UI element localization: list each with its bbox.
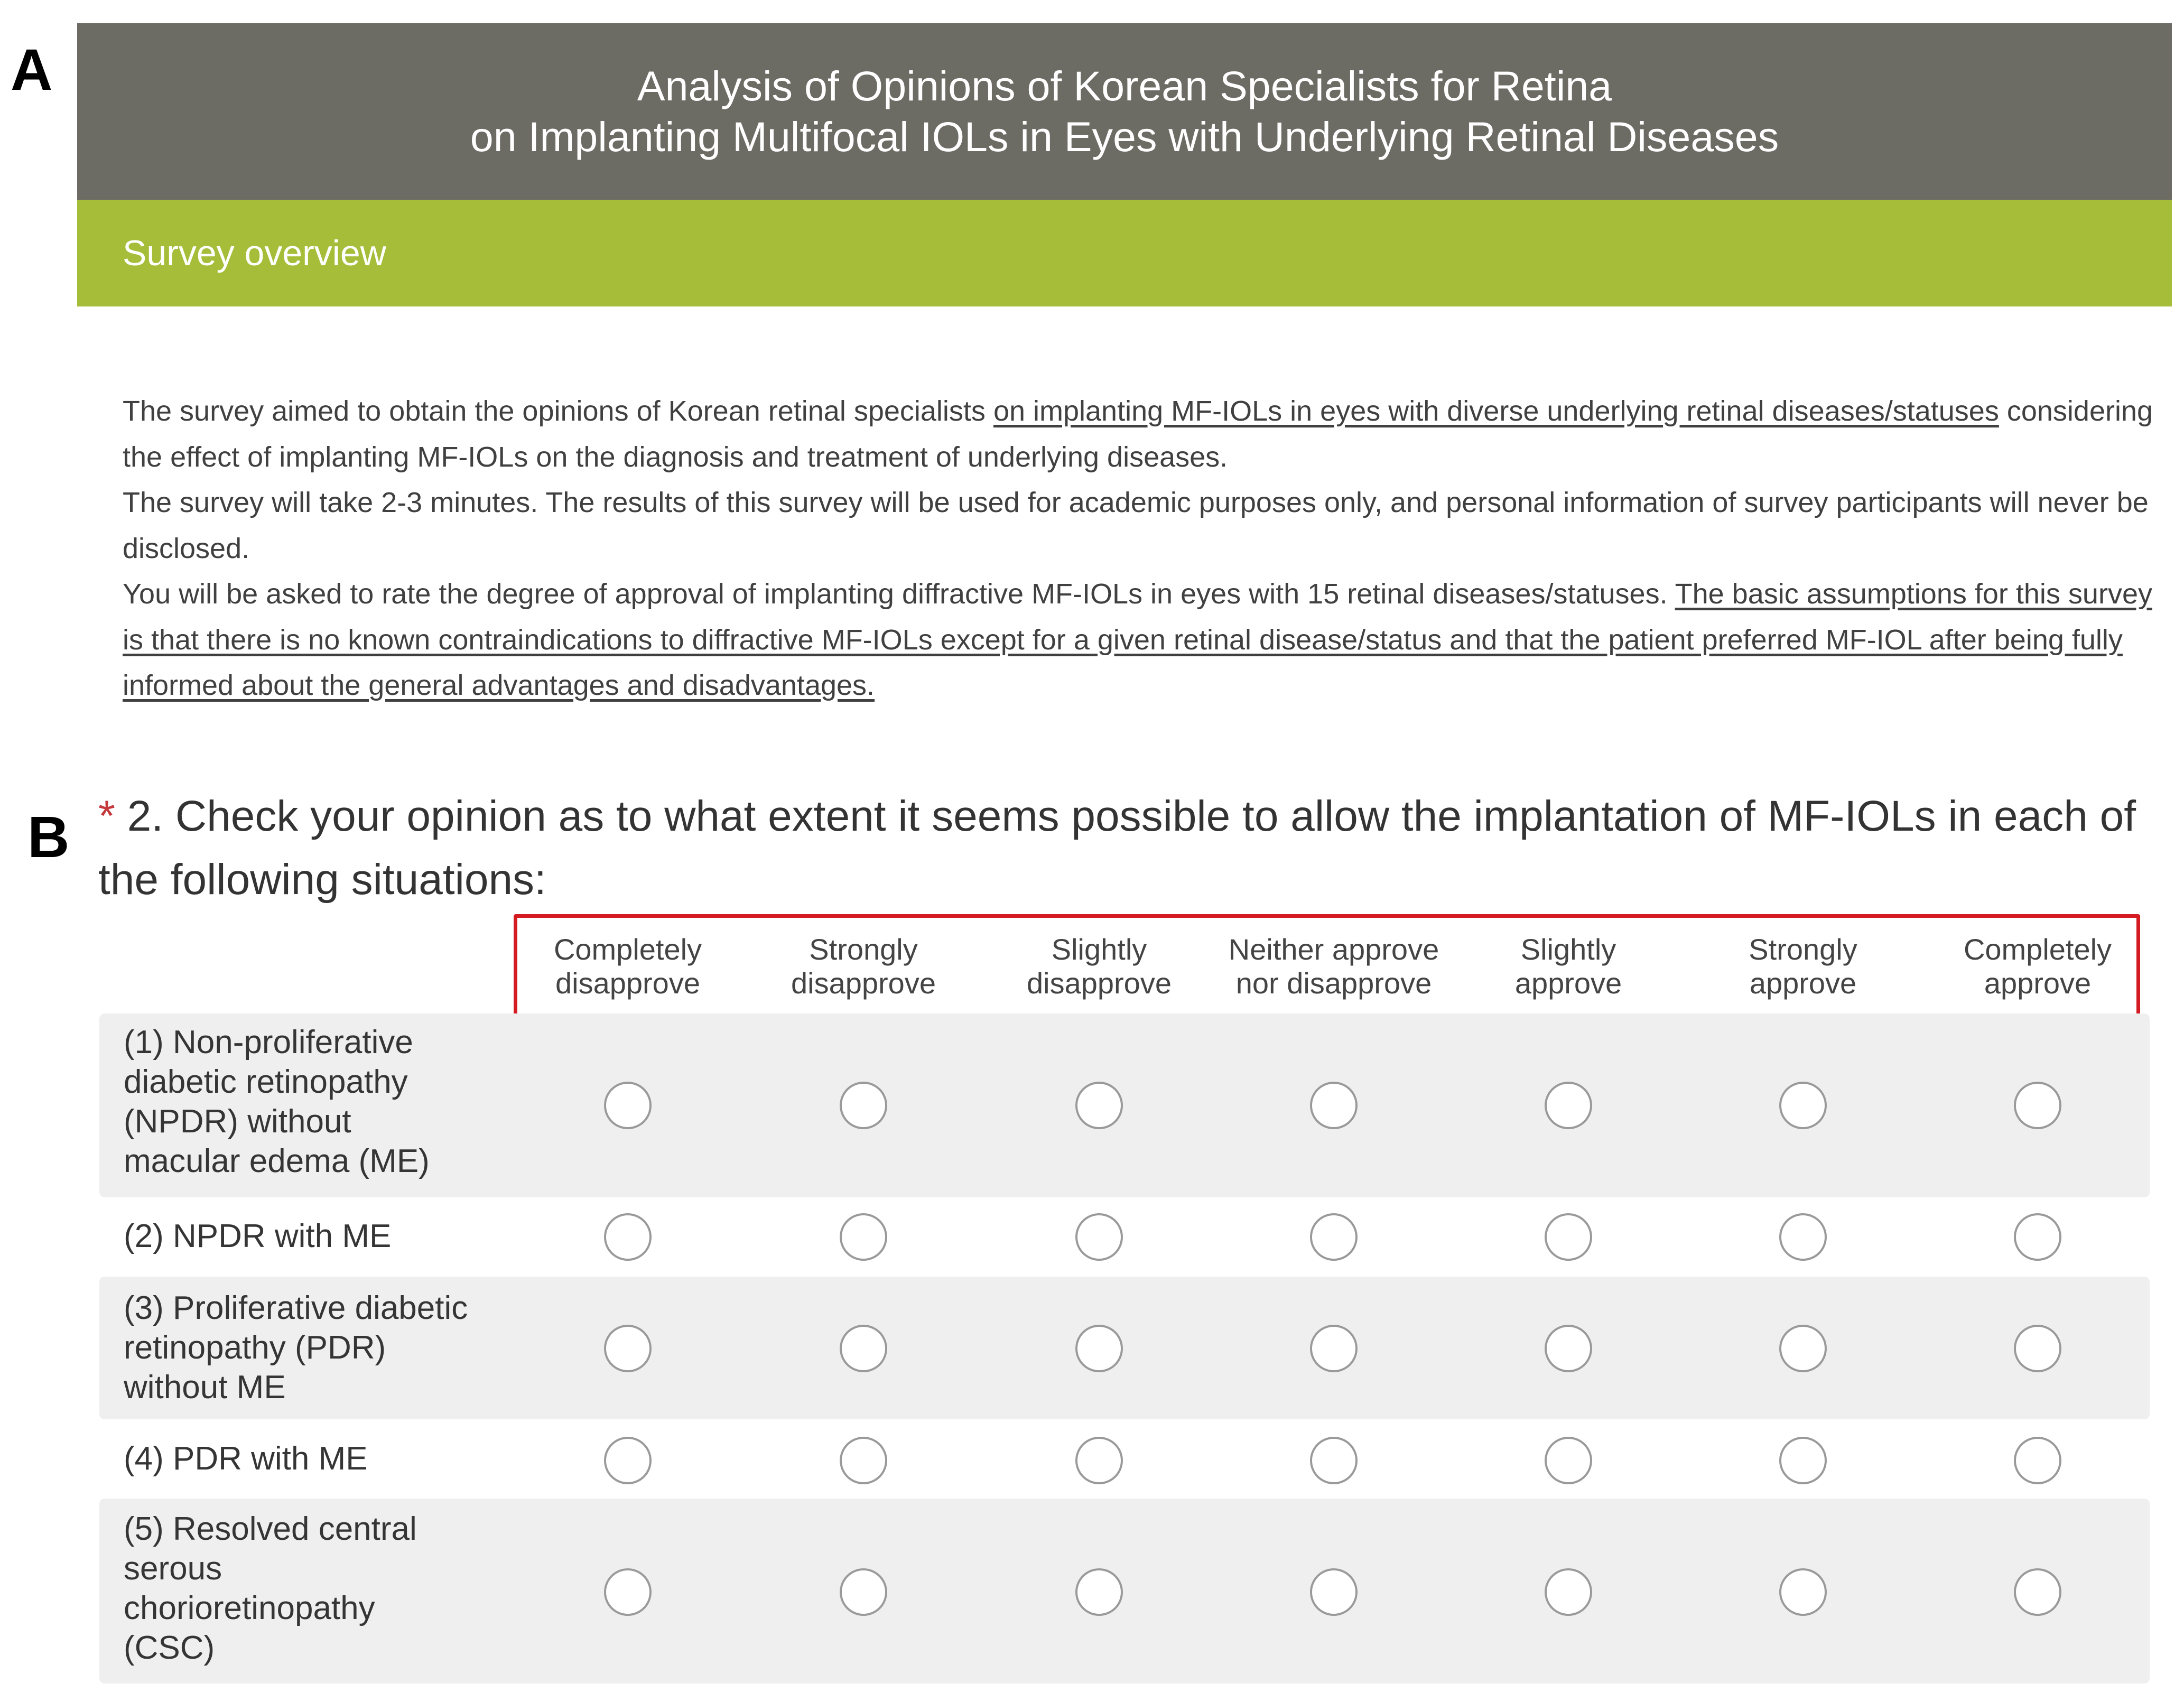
intro-p3-text: You will be asked to rate the degree of approval of implanting diffractive MF-IOLs in eyes with 15 retinal diseases/statuses.: [123, 578, 1675, 610]
scale-option-line-1: Slightly: [1051, 933, 1147, 966]
scale-option-line-2: approve: [1749, 966, 1857, 1000]
row-label-line: retinopathy (PDR): [124, 1329, 386, 1366]
scale-option-line-2: approve: [1514, 966, 1622, 1000]
row-label-line: chorioretinopathy: [124, 1590, 375, 1626]
radio-row-1-option-2[interactable]: [840, 1082, 887, 1129]
radio-row-5-option-4[interactable]: [1310, 1568, 1358, 1616]
radio-row-2-option-4[interactable]: [1310, 1213, 1358, 1261]
radio-row-4-option-4[interactable]: [1310, 1437, 1358, 1484]
row-label-line: (NPDR) without: [124, 1103, 351, 1140]
row-label-line: macular edema (ME): [124, 1143, 430, 1179]
survey-overview-bar: [77, 200, 2172, 306]
scale-option-2: [747, 933, 980, 1000]
row-label-line: (1) Non-proliferative: [124, 1024, 413, 1061]
survey-intro-text: [123, 388, 2162, 709]
required-mark: *: [98, 792, 115, 840]
intro-p1-underlined: on implanting MF-IOLs in eyes with diverse underlying retinal diseases/statuses: [993, 395, 1999, 427]
radio-row-2-option-2[interactable]: [840, 1213, 887, 1261]
row-label-line: diabetic retinopathy: [124, 1064, 408, 1100]
row-label-3: [124, 1288, 525, 1407]
radio-row-5-option-5[interactable]: [1545, 1568, 1592, 1616]
row-label-line: (CSC): [124, 1630, 215, 1666]
row-label-line: (3) Proliferative diabetic: [124, 1290, 468, 1326]
survey-overview-label: Survey overview: [123, 233, 386, 273]
radio-row-4-option-3[interactable]: [1075, 1437, 1123, 1484]
radio-row-5-option-3[interactable]: [1075, 1568, 1123, 1616]
radio-row-1-option-7[interactable]: [2014, 1082, 2061, 1129]
intro-paragraph-1: [123, 388, 2162, 480]
radio-row-3-option-1[interactable]: [604, 1325, 652, 1372]
radio-row-5-option-6[interactable]: [1779, 1568, 1827, 1616]
intro-paragraph-3: [123, 571, 2162, 709]
row-label-line: (2) NPDR with ME: [124, 1218, 392, 1254]
radio-row-3-option-5[interactable]: [1545, 1325, 1592, 1372]
row-label-line: without ME: [124, 1369, 286, 1406]
scale-option-line-2: disapprove: [1027, 966, 1172, 1000]
radio-row-4-option-7[interactable]: [2014, 1437, 2061, 1484]
radio-row-5-option-2[interactable]: [840, 1568, 887, 1616]
row-label-line: (4) PDR with ME: [124, 1440, 368, 1477]
radio-row-1-option-6[interactable]: [1779, 1082, 1827, 1129]
scale-option-1: [512, 933, 744, 1000]
scale-option-line-2: nor disapprove: [1235, 966, 1432, 1000]
radio-row-1-option-3[interactable]: [1075, 1082, 1123, 1129]
intro-p1-rest: considering the effect of implanting MF-IOLs on the diagnosis and treatment of underlying diseases.: [123, 395, 2153, 473]
scale-option-line-1: Neither approve: [1228, 933, 1439, 966]
radio-row-5-option-7[interactable]: [2014, 1568, 2061, 1616]
scale-option-line-1: Completely: [553, 933, 702, 966]
radio-row-3-option-2[interactable]: [840, 1325, 887, 1372]
panel-label-a: A: [11, 38, 53, 103]
row-label-5: [124, 1509, 525, 1668]
radio-row-1-option-1[interactable]: [604, 1082, 652, 1129]
survey-title-banner: [77, 23, 2172, 200]
scale-option-line-1: Strongly: [809, 933, 918, 966]
intro-p3-underlined: The basic assumptions for this survey is that there is no known contraindications to diffractive MF-IOLs except for a given retinal disease/status and that the patient preferred MF-IOL after being fully informed about the general advantages and disadvantages.: [123, 578, 2152, 701]
scale-option-line-2: disapprove: [555, 966, 700, 1000]
row-label-1: [124, 1022, 525, 1181]
row-label-line: (5) Resolved central: [124, 1511, 417, 1547]
scale-option-7: [1921, 933, 2154, 1000]
question-text: 2. Check your opinion as to what extent it seems possible to allow the implantation of MF-IOLs in each of the following situations:: [98, 792, 2136, 904]
survey-title-line-1: Analysis of Opinions of Korean Specialists for Retina: [637, 62, 1612, 109]
radio-row-2-option-1[interactable]: [604, 1213, 652, 1261]
radio-row-3-option-7[interactable]: [2014, 1325, 2061, 1372]
scale-option-line-1: Completely: [1963, 933, 2112, 966]
scale-option-line-2: approve: [1984, 966, 2092, 1000]
radio-row-4-option-2[interactable]: [840, 1437, 887, 1484]
row-label-2: [124, 1216, 525, 1256]
radio-row-5-option-1[interactable]: [604, 1568, 652, 1616]
scale-option-6: [1687, 933, 1919, 1000]
scale-option-line-1: Slightly: [1520, 933, 1616, 966]
intro-p1-text: The survey aimed to obtain the opinions of Korean retinal specialists: [123, 395, 993, 427]
scale-option-3: [983, 933, 1215, 1000]
question-title: [98, 785, 2159, 912]
radio-row-2-option-6[interactable]: [1779, 1213, 1827, 1261]
radio-row-2-option-5[interactable]: [1545, 1213, 1592, 1261]
radio-row-3-option-6[interactable]: [1779, 1325, 1827, 1372]
radio-row-4-option-1[interactable]: [604, 1437, 652, 1484]
row-label-4: [124, 1439, 525, 1478]
radio-row-3-option-4[interactable]: [1310, 1325, 1358, 1372]
scale-option-5: [1452, 933, 1685, 1000]
radio-row-3-option-3[interactable]: [1075, 1325, 1123, 1372]
radio-row-4-option-5[interactable]: [1545, 1437, 1592, 1484]
survey-title-line-2: on Implanting Multifocal IOLs in Eyes with Underlying Retinal Diseases: [470, 113, 1779, 160]
intro-paragraph-2: The survey will take 2-3 minutes. The results of this survey will be used for academic purposes only, and personal information of survey participants will never be disclosed.: [123, 487, 2149, 564]
radio-row-1-option-4[interactable]: [1310, 1082, 1358, 1129]
radio-row-1-option-5[interactable]: [1545, 1082, 1592, 1129]
row-label-line: serous: [124, 1550, 222, 1587]
scale-option-line-1: Strongly: [1749, 933, 1857, 966]
radio-row-2-option-3[interactable]: [1075, 1213, 1123, 1261]
panel-label-b: B: [27, 805, 70, 870]
radio-row-2-option-7[interactable]: [2014, 1213, 2061, 1261]
scale-option-4: [1218, 933, 1450, 1000]
radio-row-4-option-6[interactable]: [1779, 1437, 1827, 1484]
scale-option-line-2: disapprove: [791, 966, 936, 1000]
